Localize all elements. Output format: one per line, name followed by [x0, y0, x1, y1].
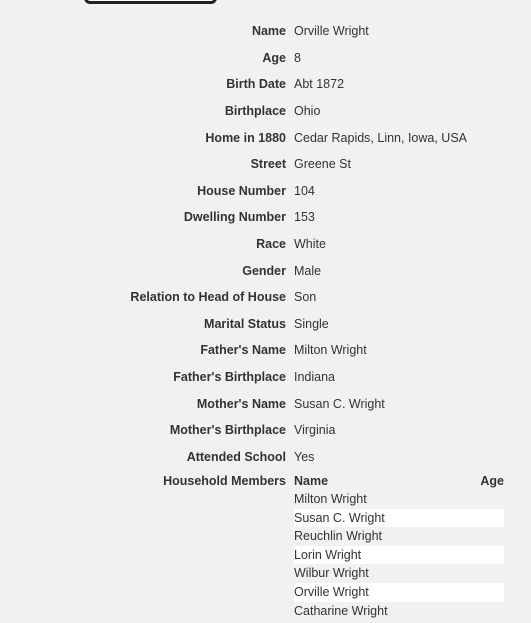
member-name[interactable]: Lorin Wright	[294, 546, 462, 565]
field-value: Virginia	[294, 423, 336, 438]
field-value: Orville Wright	[294, 24, 369, 39]
field-label: Birthplace	[224, 104, 286, 119]
member-name[interactable]: Wilbur Wright	[294, 566, 369, 581]
table-row	[294, 602, 504, 621]
field-label: Relation to Head of House	[130, 290, 286, 305]
member-age	[462, 564, 504, 583]
member-age	[462, 602, 504, 621]
table-row	[294, 509, 504, 528]
member-name[interactable]: Susan C. Wright	[294, 509, 462, 528]
table-row	[294, 583, 504, 602]
member-age	[462, 509, 504, 528]
field-label: Marital Status	[204, 316, 286, 331]
record-row-marital-status	[0, 311, 531, 338]
field-label: Mother's Birthplace	[169, 423, 286, 438]
field-value: Male	[294, 263, 322, 278]
field-value: Abt 1872	[294, 77, 345, 92]
field-value: Indiana	[294, 370, 336, 385]
record-details	[0, 18, 531, 470]
field-label: Father's Birthplace	[173, 370, 286, 385]
field-label: Age	[262, 50, 286, 65]
record-row-name	[0, 18, 531, 45]
record-row-mothers-birthplace	[0, 417, 531, 444]
field-value: 104	[294, 183, 315, 198]
member-name[interactable]: Catharine Wright	[294, 603, 388, 618]
field-label: Birth Date	[226, 77, 286, 92]
member-age	[462, 546, 504, 565]
member-name[interactable]: Milton Wright	[294, 492, 367, 506]
field-value: Ohio	[294, 104, 321, 119]
field-label: Name	[251, 24, 286, 39]
record-row-gender	[0, 257, 531, 284]
field-value: White	[294, 237, 326, 252]
column-header-age: Age	[480, 474, 504, 488]
member-age	[462, 583, 504, 602]
field-label: Gender	[242, 263, 286, 278]
record-row-race	[0, 231, 531, 258]
member-name[interactable]: Reuchlin Wright	[294, 529, 383, 544]
table-row	[294, 490, 504, 509]
field-label: House Number	[197, 183, 286, 198]
member-name[interactable]: Orville Wright	[294, 583, 462, 602]
field-value: Milton Wright	[294, 343, 367, 358]
record-row-fathers-birthplace	[0, 364, 531, 391]
field-label: Race	[256, 237, 286, 252]
column-header-name: Name	[294, 474, 329, 488]
record-row-relation	[0, 284, 531, 311]
field-value: Son	[294, 290, 317, 305]
record-row-house-number	[0, 178, 531, 205]
record-row-street	[0, 151, 531, 178]
field-value: Cedar Rapids, Linn, Iowa, USA	[294, 130, 468, 145]
record-row-dwelling-number	[0, 204, 531, 231]
member-age	[462, 490, 504, 509]
record-row-birth-date	[0, 71, 531, 98]
field-label: Street	[250, 157, 286, 172]
field-value: Greene St	[294, 157, 351, 172]
field-label: Home in 1880	[205, 130, 286, 145]
household-members-table	[294, 472, 504, 620]
record-row-fathers-name	[0, 337, 531, 364]
table-row	[294, 527, 504, 546]
household-members-section	[0, 472, 531, 620]
field-value: Yes	[294, 449, 315, 464]
field-value: 8	[294, 50, 301, 65]
field-label: Dwelling Number	[183, 210, 286, 225]
record-row-attended-school	[0, 444, 531, 471]
field-label: Mother's Name	[196, 396, 286, 411]
table-row	[294, 546, 504, 565]
member-age	[462, 527, 504, 546]
record-row-mothers-name	[0, 390, 531, 417]
record-row-birthplace	[0, 98, 531, 125]
field-value: Susan C. Wright	[294, 396, 385, 411]
household-members-label: Household Members	[163, 474, 286, 488]
field-value: 153	[294, 210, 315, 225]
field-value: Single	[294, 316, 329, 331]
field-label: Attended School	[186, 449, 286, 464]
field-label: Father's Name	[200, 343, 286, 358]
record-row-age	[0, 45, 531, 72]
table-row	[294, 564, 504, 583]
record-row-home	[0, 124, 531, 151]
top-action-button[interactable]	[84, 0, 217, 4]
